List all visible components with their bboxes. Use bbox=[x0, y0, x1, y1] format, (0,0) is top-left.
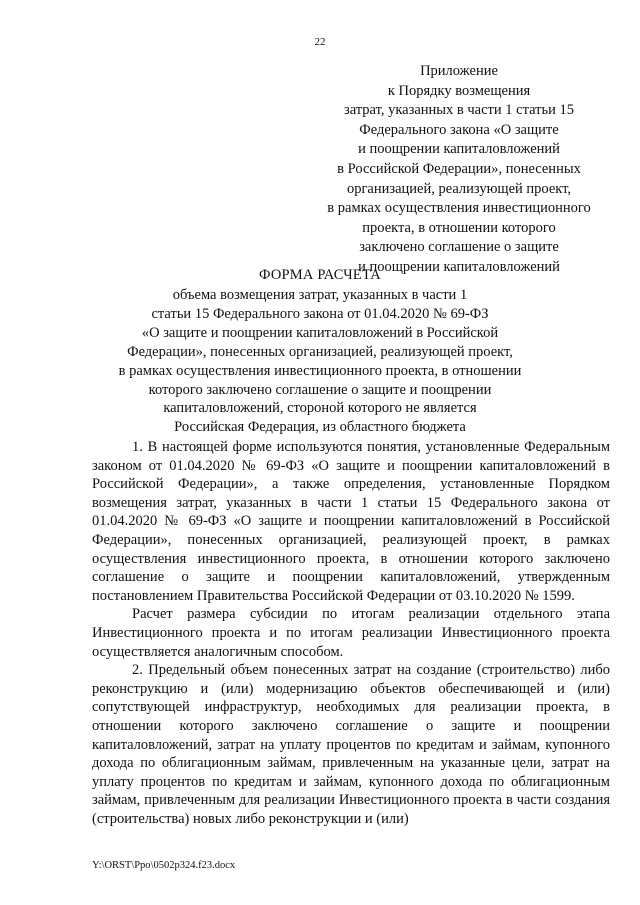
form-title: ФОРМА РАСЧЕТА bbox=[259, 267, 381, 283]
subtitle-line: капиталовложений, стороной которого не является bbox=[163, 400, 477, 417]
appendix-line: Федерального закона «О защите bbox=[359, 121, 559, 138]
appendix-line: в Российской Федерации», понесенных bbox=[337, 160, 581, 177]
body-text bbox=[92, 438, 610, 828]
appendix-line: к Порядку возмещения bbox=[387, 82, 531, 99]
subtitle-line: Федерации», понесенных организацией, реализующей проект, bbox=[127, 343, 513, 360]
subtitle-line: статьи 15 Федерального закона от 01.04.2020 № 69-ФЗ bbox=[151, 305, 489, 322]
subtitle-line: которого заключено соглашение о защите и поощрении bbox=[148, 381, 492, 398]
form-subtitle bbox=[100, 286, 540, 437]
appendix-line: и поощрении капиталовложений bbox=[358, 141, 560, 158]
paragraph-definitions: 1. В настоящей форме используются понятия, установленные Федеральным законом от 01.04.2020 № 69-ФЗ «О защите и поощрении капиталовложений в Российской Федерации», а также определения, установленные Порядком возмещения затрат, указанных в части 1 статьи 15 Федерального закона от 01.04.2020 № 69-ФЗ «О защите и поощрении капиталовложений в Российской Федерации», понесенных организацией, реализующей проект, в рамках осуществления инвестиционного проекта, в отношении которого заключено соглашение о защите и поощрении капиталовложений, утвержденным постановлением Правительства Российской Федерации от 03.10.2020 № 1599. bbox=[92, 439, 610, 604]
appendix-line: проекта, в отношении которого bbox=[362, 219, 556, 236]
appendix-line: организацией, реализующей проект, bbox=[346, 180, 572, 197]
appendix-line: затрат, указанных в части 1 статьи 15 bbox=[344, 102, 574, 119]
subtitle-line: «О защите и поощрении капиталовложений в Российской bbox=[141, 324, 499, 341]
appendix-block bbox=[318, 62, 600, 278]
subtitle-line: в рамках осуществления инвестиционного проекта, в отношении bbox=[118, 362, 522, 379]
appendix-line: в рамках осуществления инвестиционного bbox=[327, 200, 591, 217]
subtitle-line: Российская Федерация, из областного бюджета bbox=[174, 419, 466, 436]
paragraph-limit-volume: 2. Предельный объем понесенных затрат на создание (строительство) либо реконструкцию и (или) модернизацию объектов обеспечивающей и (или) сопутствующей инфраструктур, необходимых для реализации проекта, в отношении которого заключено соглашение о защите и поощрении капиталовложений, затрат на уплату процентов по кредитам и займам, купонного дохода по облигационным займам, привлеченным на указанные цели, затрат на уплату процентов по кредитам и займам, купонного дохода по облигационным займам, привлеченным для реализации Инвестиционного проекта в части создания (строительства) новых либо реконструкции и (или) bbox=[92, 662, 610, 827]
appendix-line: Приложение bbox=[420, 63, 498, 79]
subtitle-line: объема возмещения затрат, указанных в части 1 bbox=[172, 287, 468, 303]
footer-file-path: Y:\ORST\Ppo\0502p324.f23.docx bbox=[92, 860, 236, 871]
appendix-line: и поощрении капиталовложений bbox=[358, 258, 560, 275]
page-number: 22 bbox=[314, 36, 326, 48]
paragraph-calculation: Расчет размера субсидии по итогам реализации отдельного этапа Инвестиционного проекта и по итогам реализации Инвестиционного проекта осуществляется аналогичным способом. bbox=[92, 606, 610, 660]
appendix-line: заключено соглашение о защите bbox=[359, 239, 559, 256]
